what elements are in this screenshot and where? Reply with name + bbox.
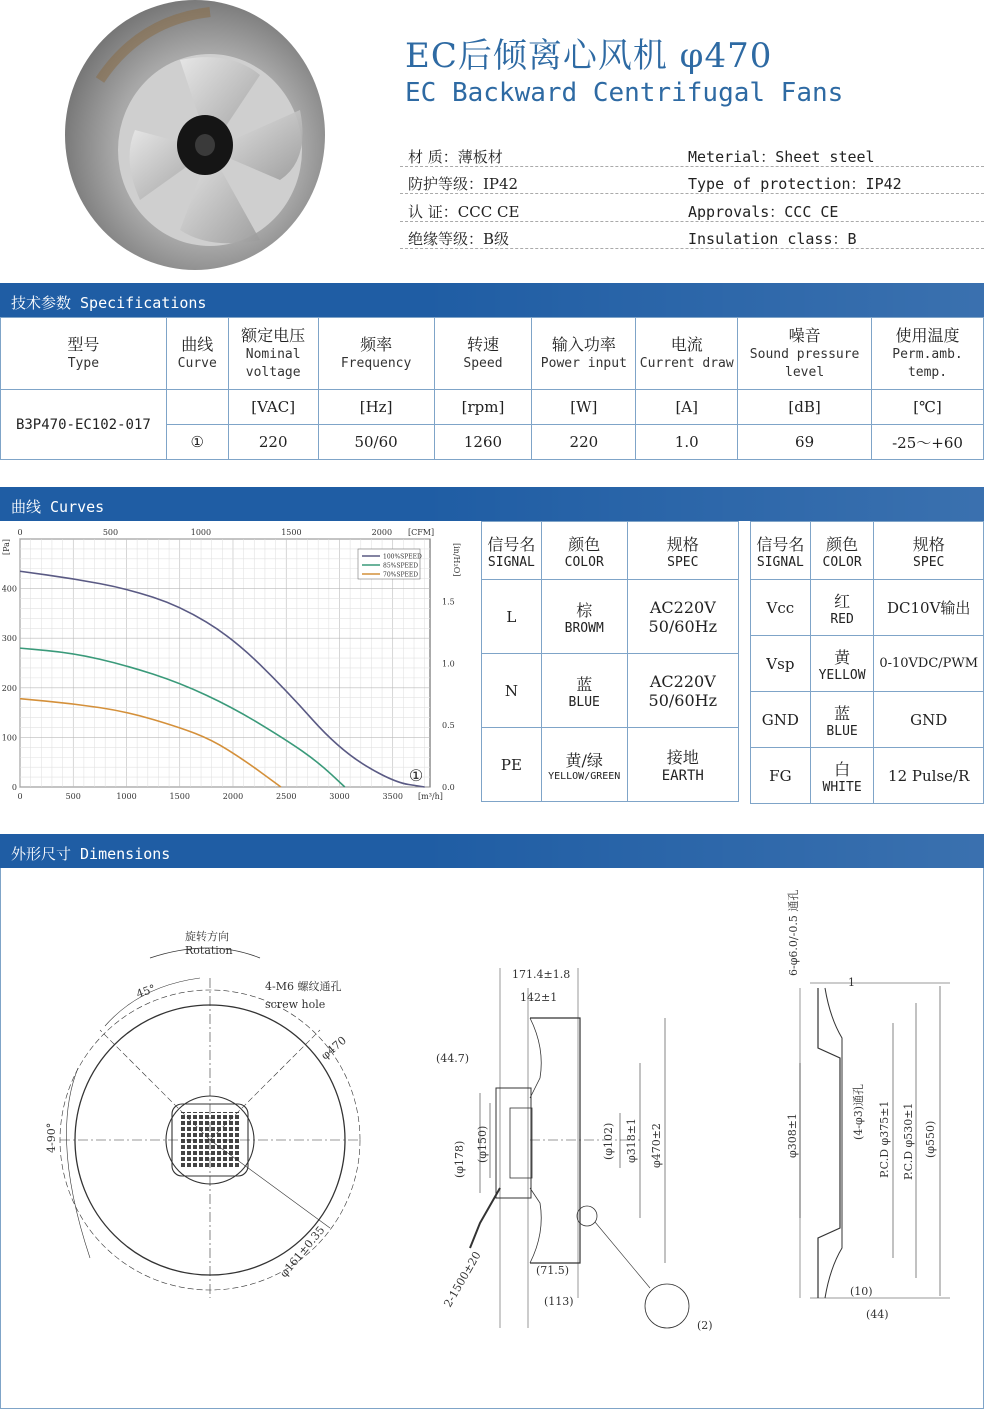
y-right-tick-label: 1.0 bbox=[442, 659, 455, 669]
y-left-tick-label: 200 bbox=[1, 683, 17, 693]
header-type: 型号 Type bbox=[1, 318, 167, 390]
curves-heading: 曲线 Curves bbox=[11, 498, 105, 516]
dim-1: 1 bbox=[848, 976, 855, 989]
unit-power: [W] bbox=[532, 390, 636, 425]
signal-row-gnd bbox=[751, 692, 984, 748]
header-signal: 信号名 SIGNAL bbox=[751, 522, 811, 580]
y-right-tick-label: 1.5 bbox=[442, 597, 455, 607]
value-current: 1.0 bbox=[636, 425, 738, 460]
x-bottom-tick-label: 0 bbox=[17, 792, 23, 801]
x-bottom-tick-label: 3000 bbox=[329, 792, 350, 801]
dim-113: (113) bbox=[544, 1295, 574, 1308]
x-top-tick-label: 2000 bbox=[371, 528, 393, 537]
x-bottom-tick-label: 2500 bbox=[276, 792, 297, 801]
dim-44: (44) bbox=[866, 1308, 889, 1321]
signal-name: GND bbox=[751, 692, 811, 748]
unit-current: [A] bbox=[636, 390, 738, 425]
material-row bbox=[400, 140, 984, 167]
header-noise: 噪音 Sound pressure level bbox=[738, 318, 872, 390]
screw-hole-label-en: screw hole bbox=[265, 998, 326, 1011]
header-spec: 规格 SPEC bbox=[627, 522, 738, 580]
header-color: 颜色 COLOR bbox=[810, 522, 874, 580]
header-speed: 转速 Speed bbox=[434, 318, 532, 390]
protection-cn: 防护等级：IP42 bbox=[408, 175, 519, 193]
signal-color: 蓝 BLUE bbox=[541, 654, 627, 728]
signal-row-vsp bbox=[751, 636, 984, 692]
signal-name: Vcc bbox=[751, 580, 811, 636]
dim-318: φ318±1 bbox=[625, 1118, 638, 1163]
y-left-tick-label: 300 bbox=[1, 634, 17, 644]
signal-row-l bbox=[482, 580, 739, 654]
value-curve: ① bbox=[166, 425, 228, 460]
header-color: 颜色 COLOR bbox=[541, 522, 627, 580]
legend-entry-label: 100%SPEED bbox=[383, 553, 422, 561]
signal-name: PE bbox=[482, 728, 542, 802]
dimensions-heading: 外形尺寸 Dimensions bbox=[11, 845, 171, 863]
x-bottom-tick-label: 2000 bbox=[222, 792, 244, 801]
signal-spec: AC220V 50/60Hz bbox=[627, 580, 738, 654]
x-top-tick-label: 1000 bbox=[190, 528, 212, 537]
signal-table-power bbox=[481, 521, 739, 802]
product-title-en: EC Backward Centrifugal Fans bbox=[405, 78, 844, 108]
dim-71-5: (71.5) bbox=[536, 1264, 570, 1277]
dim-150: (φ150) bbox=[476, 1125, 489, 1163]
rotation-label-en: Rotation bbox=[185, 944, 233, 957]
legend-entry-label: 70%SPEED bbox=[383, 571, 419, 579]
product-title-cn: EC后倾离心风机 φ470 bbox=[405, 36, 773, 76]
dim-308: φ308±1 bbox=[786, 1113, 799, 1158]
dim-10: (10) bbox=[850, 1285, 873, 1298]
x-bottom-axis-label: [m³/h] bbox=[418, 792, 443, 801]
fan-product-image bbox=[60, 0, 330, 278]
side-view-labels bbox=[436, 968, 713, 1332]
signal-spec: 12 Pulse/R bbox=[874, 748, 984, 804]
value-noise: 69 bbox=[738, 425, 872, 460]
signal-color: 棕 BROWM bbox=[541, 580, 627, 654]
specifications-heading: 技术参数 Specifications bbox=[11, 294, 207, 312]
x-top-tick-label: 500 bbox=[102, 528, 119, 537]
signal-spec: DC10V输出 bbox=[874, 580, 984, 636]
x-bottom-tick-label: 3500 bbox=[382, 792, 403, 801]
x-bottom-tick-label: 500 bbox=[65, 792, 81, 801]
unit-voltage: [VAC] bbox=[228, 390, 318, 425]
approvals-en: Approvals：CCC CE bbox=[688, 203, 839, 221]
dim-178: (φ178) bbox=[453, 1140, 466, 1178]
header-power: 输入功率 Power input bbox=[532, 318, 636, 390]
dim-375: P.C.D φ375±1 bbox=[878, 1100, 891, 1178]
approvals-row bbox=[400, 195, 984, 222]
insulation-cn: 绝缘等级：B级 bbox=[408, 230, 510, 248]
dim-6-hole: 6-φ6.0/-0.5 通孔 bbox=[787, 889, 800, 976]
dim-530: P.C.D φ530±1 bbox=[902, 1102, 915, 1180]
angle-4x90-label: 4-90° bbox=[45, 1122, 58, 1153]
angle-45-label: 45° bbox=[134, 981, 158, 1001]
dim-171: 171.4±1.8 bbox=[512, 968, 571, 981]
signal-table-control bbox=[750, 521, 984, 804]
y-left-tick-label: 400 bbox=[1, 584, 17, 594]
signal-color: 蓝 BLUE bbox=[810, 692, 874, 748]
dimensions-drawing bbox=[0, 868, 984, 1408]
dim-550: (φ550) bbox=[924, 1120, 937, 1158]
signal-spec: GND bbox=[874, 692, 984, 748]
x-bottom-tick-label: 1500 bbox=[169, 792, 190, 801]
header-current: 电流 Current draw bbox=[636, 318, 738, 390]
y-left-axis-label: [Pa] bbox=[2, 538, 11, 555]
value-speed: 1260 bbox=[434, 425, 532, 460]
header-spec: 规格 SPEC bbox=[874, 522, 984, 580]
unit-noise: [dB] bbox=[738, 390, 872, 425]
specifications-section-bar bbox=[0, 283, 984, 317]
dim-2: (2) bbox=[697, 1319, 713, 1332]
curves-section-bar bbox=[0, 487, 984, 521]
unit-temp: [℃] bbox=[872, 390, 984, 425]
material-cn: 材 质：薄板材 bbox=[408, 148, 503, 166]
chart-legend bbox=[358, 549, 422, 579]
signal-header-row bbox=[482, 522, 739, 580]
dim-4-hole: (4-φ3)通孔 bbox=[852, 1084, 865, 1140]
protection-row bbox=[400, 167, 984, 194]
screw-hole-label-cn: 4-M6 螺纹通孔 bbox=[265, 980, 342, 993]
unit-speed: [rpm] bbox=[434, 390, 532, 425]
protection-en: Type of protection：IP42 bbox=[688, 175, 902, 193]
signal-name: FG bbox=[751, 748, 811, 804]
material-en: Meterial：Sheet steel bbox=[688, 148, 875, 166]
signal-color: 红 RED bbox=[810, 580, 874, 636]
specifications-table bbox=[0, 317, 984, 460]
x-bottom-tick-label: 1000 bbox=[116, 792, 137, 801]
x-top-tick-label: 0 bbox=[17, 528, 23, 537]
y-left-tick-label: 0 bbox=[11, 783, 17, 792]
insulation-row bbox=[400, 222, 984, 249]
header-temp: 使用温度 Perm.amb. temp. bbox=[872, 318, 984, 390]
curve-marker: ① bbox=[408, 766, 424, 785]
y-left-tick-label: 100 bbox=[1, 733, 17, 743]
signal-spec: 接地 EARTH bbox=[627, 728, 738, 802]
signal-header-row bbox=[751, 522, 984, 580]
value-frequency: 50/60 bbox=[318, 425, 434, 460]
signal-name: L bbox=[482, 580, 542, 654]
signal-name: Vsp bbox=[751, 636, 811, 692]
signal-spec: 0-10VDC/PWM bbox=[874, 636, 984, 692]
signal-spec: AC220V 50/60Hz bbox=[627, 654, 738, 728]
header-frequency: 频率 Frequency bbox=[318, 318, 434, 390]
dim-470b: φ470±2 bbox=[650, 1123, 663, 1168]
dim-44-7: (44.7) bbox=[436, 1052, 470, 1065]
insulation-en: Insulation class：B bbox=[688, 230, 857, 248]
header-voltage: 额定电压 Nominal voltage bbox=[228, 318, 318, 390]
signal-name: N bbox=[482, 654, 542, 728]
x-top-axis-label: [CFM] bbox=[408, 528, 435, 537]
dim-142: 142±1 bbox=[520, 991, 558, 1004]
header-signal: 信号名 SIGNAL bbox=[482, 522, 542, 580]
value-power: 220 bbox=[532, 425, 636, 460]
signal-row-n bbox=[482, 654, 739, 728]
value-voltage: 220 bbox=[228, 425, 318, 460]
flange-view-labels bbox=[786, 890, 937, 1321]
diameter-470-label: φ470 bbox=[318, 1033, 349, 1063]
signal-row-vcc bbox=[751, 580, 984, 636]
x-top-tick-label: 1500 bbox=[281, 528, 302, 537]
spec-header-row bbox=[1, 318, 984, 390]
signal-color: 黄 YELLOW bbox=[810, 636, 874, 692]
performance-chart bbox=[0, 525, 472, 805]
rotation-label-cn: 旋转方向 bbox=[185, 930, 229, 943]
unit-frequency: [Hz] bbox=[318, 390, 434, 425]
approvals-cn: 认 证：CCC CE bbox=[408, 203, 520, 221]
dimensions-section-bar bbox=[0, 834, 984, 868]
dim-cable: 2-1500±20 bbox=[441, 1249, 484, 1310]
signal-color: 白 WHITE bbox=[810, 748, 874, 804]
y-right-tick-label: 0.5 bbox=[442, 721, 455, 731]
model-cell: B3P470-EC102-017 bbox=[1, 390, 167, 460]
diameter-161-label: φ161±0.35 bbox=[277, 1223, 328, 1280]
signal-row-pe bbox=[482, 728, 739, 802]
value-temp: -25～+60 bbox=[872, 425, 984, 460]
y-right-axis-label: [in/H₂O] bbox=[452, 543, 461, 577]
signal-color: 黄/绿 YELLOW/GREEN bbox=[541, 728, 627, 802]
y-right-tick-label: 0.0 bbox=[442, 783, 455, 792]
dim-102: (φ102) bbox=[602, 1122, 615, 1160]
spec-units-row bbox=[1, 390, 984, 425]
header-curve: 曲线 Curve bbox=[166, 318, 228, 390]
legend-entry-label: 85%SPEED bbox=[383, 562, 419, 570]
signal-row-fg bbox=[751, 748, 984, 804]
